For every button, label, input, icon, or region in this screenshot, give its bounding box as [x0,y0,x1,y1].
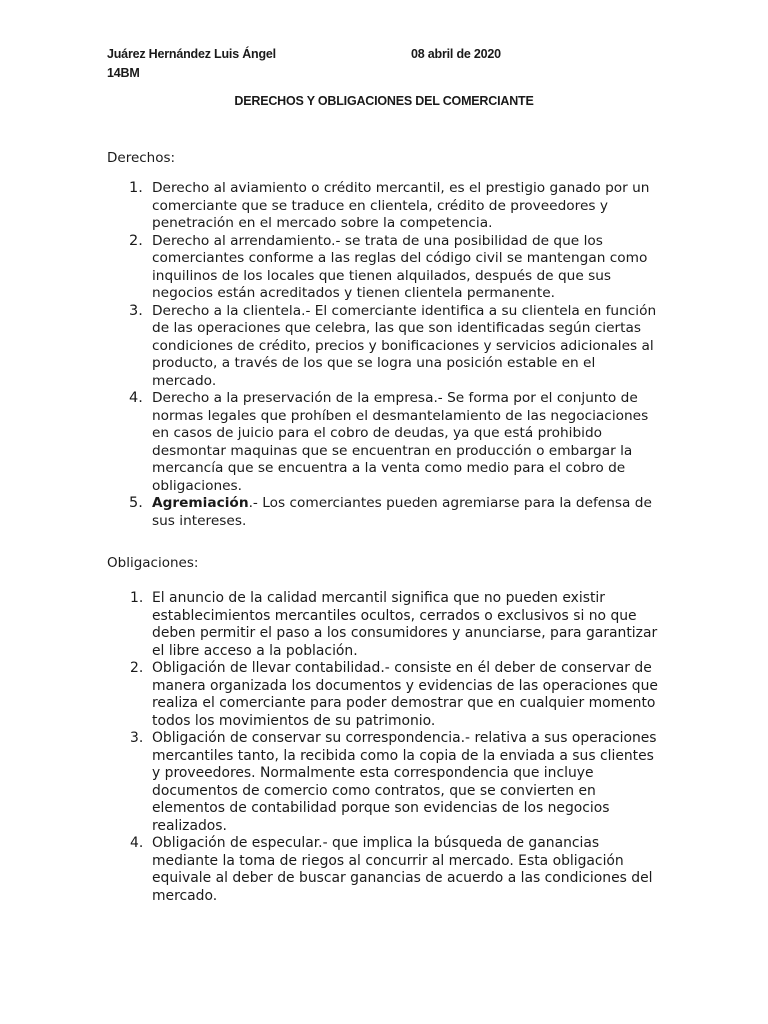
list-item [107,233,663,303]
list-item [107,303,663,391]
list-item-bold-term: Agremiación [152,495,249,511]
list-item-text: .- Los comerciantes pueden agremiarse para la defensa de sus intereses. [152,495,652,529]
document-date: 08 abril de 2020 [411,47,501,61]
list-item-number: 4. [130,835,144,851]
derechos-heading: Derechos: [107,150,176,166]
list-item [107,390,663,495]
list-item-number: 2. [130,660,144,676]
list-item-text: El anuncio de la calidad mercantil significa que no pueden existir establecimientos mercantiles ocultos, cerrados o exclusivos si no que deben permitir el paso a los consumidores y anunciarse, para garantizar el libre acceso a la población. [152,590,658,659]
list-item-text: Obligación de especular.- que implica la búsqueda de ganancias mediante la toma de riegos al concurrir al mercado. Esta obligación equivale al deber de buscar ganancias de acuerdo a las condiciones del mercado. [152,835,653,904]
list-item [107,835,663,905]
list-item [107,495,663,530]
list-item-text: Derecho al aviamiento o crédito mercantil, es el prestigio ganado por un comerciante que se traduce en clientela, crédito de proveedores y penetración en el mercado sobre la competencia. [152,180,650,231]
list-item-text: Obligación de conservar su correspondencia.- relativa a sus operaciones mercantiles tanto, la recibida como la copia de la enviada a sus clientes y proveedores. Normalmente esta correspondencia que incluye documentos de comercio como contratos, que se convierten en elementos de contabilidad porque son evidencias de los negocios realizados. [152,730,657,834]
list-item-number: 3. [130,730,144,746]
group-code: 14BM [107,66,140,80]
list-item-text: Derecho a la clientela.- El comerciante identifica a su clientela en función de las operaciones que celebra, las que son identificadas según ciertas condiciones de crédito, precios y bonificaciones y servicios adicionales al producto, a través de los que se logra una posición estable en el mercado. [152,302,657,389]
list-item-number: 4. [129,390,143,406]
list-item [107,660,663,730]
obligaciones-heading: Obligaciones: [107,555,199,571]
list-item-text: Derecho a la preservación de la empresa.- Se forma por el conjunto de normas legales que prohíben el desmantelamiento de las negociaciones en casos de juicio para el cobro de deudas, ya que está prohibido desmontar maquinas que se encuentran en producción o embargar la mercancía que se encuentra a la venta como medio para el cobro de obligaciones. [152,390,649,494]
derechos-list [107,180,663,530]
author-name: Juárez Hernández Luis Ángel [107,47,276,61]
obligaciones-list [107,590,663,905]
list-item [107,180,663,233]
list-item-number: 3. [129,302,143,319]
document-title: DERECHOS Y OBLIGACIONES DEL COMERCIANTE [234,94,534,108]
list-item-text: Derecho al arrendamiento.- se trata de una posibilidad de que los comerciantes conforme a las reglas del código civil se mantengan como inquilinos de los locales que tienen alquilados, después de que sus negocios están acreditados y tienen clientela permanente. [152,232,648,301]
list-item [107,730,663,835]
list-item-number: 2. [129,232,143,249]
list-item-number: 1. [130,590,144,606]
list-item-number: 5. [129,495,143,511]
list-item-text: Obligación de llevar contabilidad.- consiste en él deber de conservar de manera organizada los documentos y evidencias de las operaciones que realiza el comerciante para poder demostrar que en cualquier momento todos los movimientos de su patrimonio. [152,660,658,729]
list-item [107,590,663,660]
list-item-number: 1. [129,180,143,196]
